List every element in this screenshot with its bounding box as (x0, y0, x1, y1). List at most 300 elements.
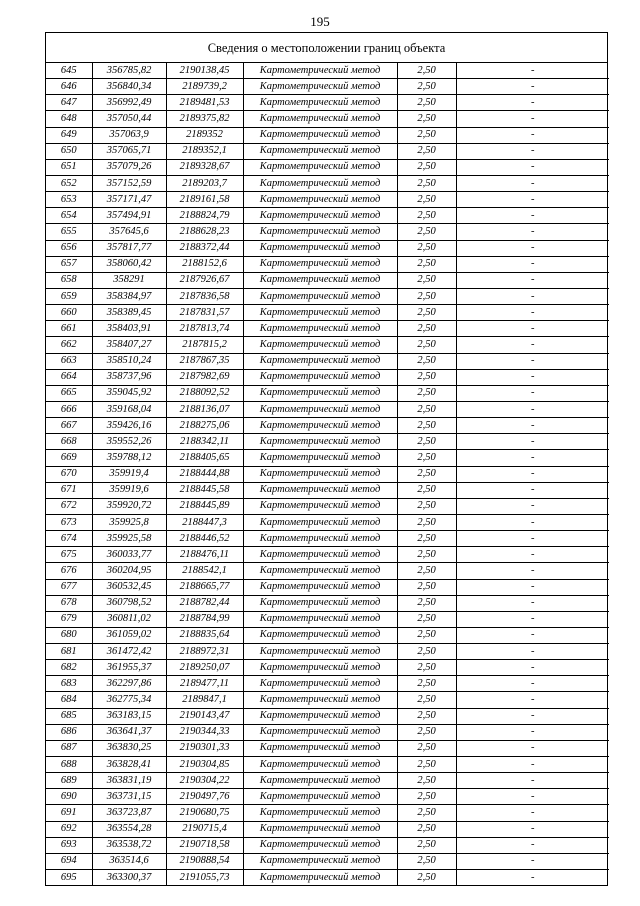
method-cell: Картометрический метод (243, 676, 397, 692)
table-row (46, 224, 609, 240)
table-row (46, 111, 609, 127)
table-row (46, 305, 609, 321)
y-coordinate-cell: 2190888,54 (166, 853, 243, 869)
y-coordinate-cell: 2188092,52 (166, 385, 243, 401)
point-number-cell: 648 (46, 111, 92, 127)
page-number: 195 (310, 14, 330, 29)
note-cell: - (456, 498, 609, 514)
accuracy-cell: 2,50 (397, 531, 456, 547)
y-coordinate-cell: 2190304,85 (166, 757, 243, 773)
note-cell: - (456, 450, 609, 466)
point-number-cell: 675 (46, 547, 92, 563)
method-cell: Картометрический метод (243, 63, 397, 79)
table-row (46, 256, 609, 272)
y-coordinate-cell: 2188835,64 (166, 627, 243, 643)
note-cell: - (456, 837, 609, 853)
method-cell: Картометрический метод (243, 401, 397, 417)
point-number-cell: 655 (46, 224, 92, 240)
method-cell: Картометрический метод (243, 789, 397, 805)
x-coordinate-cell: 358403,91 (92, 321, 166, 337)
note-cell: - (456, 611, 609, 627)
accuracy-cell: 2,50 (397, 256, 456, 272)
x-coordinate-cell: 362297,86 (92, 676, 166, 692)
x-coordinate-cell: 359919,4 (92, 466, 166, 482)
method-cell: Картометрический метод (243, 369, 397, 385)
method-cell: Картометрический метод (243, 563, 397, 579)
x-coordinate-cell: 359426,16 (92, 418, 166, 434)
y-coordinate-cell: 2188275,06 (166, 418, 243, 434)
y-coordinate-cell: 2188628,23 (166, 224, 243, 240)
table-row (46, 870, 609, 886)
x-coordinate-cell: 359920,72 (92, 498, 166, 514)
method-cell: Картометрический метод (243, 111, 397, 127)
point-number-cell: 672 (46, 498, 92, 514)
point-number-cell: 666 (46, 401, 92, 417)
point-number-cell: 679 (46, 611, 92, 627)
table-row (46, 595, 609, 611)
accuracy-cell: 2,50 (397, 79, 456, 95)
y-coordinate-cell: 2188784,99 (166, 611, 243, 627)
accuracy-cell: 2,50 (397, 595, 456, 611)
accuracy-cell: 2,50 (397, 369, 456, 385)
x-coordinate-cell: 361955,37 (92, 660, 166, 676)
point-number-cell: 657 (46, 256, 92, 272)
method-cell: Картометрический метод (243, 514, 397, 530)
y-coordinate-cell: 2188445,89 (166, 498, 243, 514)
y-coordinate-cell: 2190718,58 (166, 837, 243, 853)
accuracy-cell: 2,50 (397, 224, 456, 240)
y-coordinate-cell: 2188342,11 (166, 434, 243, 450)
point-number-cell: 658 (46, 272, 92, 288)
method-cell: Картометрический метод (243, 450, 397, 466)
table-row (46, 450, 609, 466)
accuracy-cell: 2,50 (397, 434, 456, 450)
y-coordinate-cell: 2187867,35 (166, 353, 243, 369)
method-cell: Картометрический метод (243, 837, 397, 853)
accuracy-cell: 2,50 (397, 547, 456, 563)
y-coordinate-cell: 2189739,2 (166, 79, 243, 95)
y-coordinate-cell: 2189477,11 (166, 676, 243, 692)
note-cell: - (456, 805, 609, 821)
note-cell: - (456, 240, 609, 256)
method-cell: Картометрический метод (243, 627, 397, 643)
y-coordinate-cell: 2190497,76 (166, 789, 243, 805)
accuracy-cell: 2,50 (397, 353, 456, 369)
coordinates-table-body (46, 63, 609, 885)
method-cell: Картометрический метод (243, 79, 397, 95)
x-coordinate-cell: 363538,72 (92, 837, 166, 853)
table-row (46, 143, 609, 159)
point-number-cell: 674 (46, 531, 92, 547)
table-row (46, 660, 609, 676)
accuracy-cell: 2,50 (397, 724, 456, 740)
accuracy-cell: 2,50 (397, 611, 456, 627)
method-cell: Картометрический метод (243, 805, 397, 821)
table-row (46, 789, 609, 805)
point-number-cell: 673 (46, 514, 92, 530)
note-cell: - (456, 208, 609, 224)
point-number-cell: 693 (46, 837, 92, 853)
note-cell: - (456, 757, 609, 773)
table-row (46, 692, 609, 708)
y-coordinate-cell: 2188542,1 (166, 563, 243, 579)
accuracy-cell: 2,50 (397, 288, 456, 304)
point-number-cell: 692 (46, 821, 92, 837)
x-coordinate-cell: 358737,96 (92, 369, 166, 385)
note-cell: - (456, 595, 609, 611)
point-number-cell: 669 (46, 450, 92, 466)
method-cell: Картометрический метод (243, 321, 397, 337)
note-cell: - (456, 369, 609, 385)
method-cell: Картометрический метод (243, 660, 397, 676)
accuracy-cell: 2,50 (397, 401, 456, 417)
x-coordinate-cell: 358407,27 (92, 337, 166, 353)
point-number-cell: 694 (46, 853, 92, 869)
method-cell: Картометрический метод (243, 288, 397, 304)
table-row (46, 821, 609, 837)
method-cell: Картометрический метод (243, 853, 397, 869)
point-number-cell: 677 (46, 579, 92, 595)
y-coordinate-cell: 2189203,7 (166, 175, 243, 191)
x-coordinate-cell: 363641,37 (92, 724, 166, 740)
point-number-cell: 653 (46, 192, 92, 208)
x-coordinate-cell: 359925,58 (92, 531, 166, 547)
accuracy-cell: 2,50 (397, 305, 456, 321)
point-number-cell: 651 (46, 159, 92, 175)
table-row (46, 192, 609, 208)
table-row (46, 401, 609, 417)
method-cell: Картометрический метод (243, 175, 397, 191)
y-coordinate-cell: 2188405,65 (166, 450, 243, 466)
table-row (46, 482, 609, 498)
method-cell: Картометрический метод (243, 708, 397, 724)
table-row (46, 805, 609, 821)
accuracy-cell: 2,50 (397, 95, 456, 111)
point-number-cell: 671 (46, 482, 92, 498)
table-row (46, 740, 609, 756)
method-cell: Картометрический метод (243, 773, 397, 789)
accuracy-cell: 2,50 (397, 514, 456, 530)
accuracy-cell: 2,50 (397, 418, 456, 434)
note-cell: - (456, 644, 609, 660)
note-cell: - (456, 482, 609, 498)
y-coordinate-cell: 2189375,82 (166, 111, 243, 127)
x-coordinate-cell: 357063,9 (92, 127, 166, 143)
method-cell: Картометрический метод (243, 579, 397, 595)
x-coordinate-cell: 358291 (92, 272, 166, 288)
point-number-cell: 680 (46, 627, 92, 643)
method-cell: Картометрический метод (243, 272, 397, 288)
table-row (46, 159, 609, 175)
accuracy-cell: 2,50 (397, 175, 456, 191)
note-cell: - (456, 353, 609, 369)
note-cell: - (456, 418, 609, 434)
note-cell: - (456, 789, 609, 805)
accuracy-cell: 2,50 (397, 159, 456, 175)
method-cell: Картометрический метод (243, 95, 397, 111)
accuracy-cell: 2,50 (397, 321, 456, 337)
x-coordinate-cell: 357171,47 (92, 192, 166, 208)
x-coordinate-cell: 357817,77 (92, 240, 166, 256)
note-cell: - (531, 871, 535, 883)
method-cell: Картометрический метод (243, 434, 397, 450)
y-coordinate-cell: 2189328,67 (166, 159, 243, 175)
point-number-cell: 688 (46, 757, 92, 773)
x-coordinate-cell: 361059,02 (92, 627, 166, 643)
x-coordinate-cell: 357079,26 (92, 159, 166, 175)
accuracy-cell: 2,50 (397, 789, 456, 805)
note-cell: - (456, 95, 609, 111)
accuracy-cell: 2,50 (397, 192, 456, 208)
method-cell: Картометрический метод (243, 240, 397, 256)
accuracy-cell: 2,50 (397, 627, 456, 643)
accuracy-cell: 2,50 (397, 385, 456, 401)
table-row (46, 466, 609, 482)
note-cell: - (456, 563, 609, 579)
y-coordinate-cell: 2187813,74 (166, 321, 243, 337)
method-cell: Картометрический метод (243, 224, 397, 240)
x-coordinate-cell: 357152,59 (92, 175, 166, 191)
method-cell: Картометрический метод (243, 740, 397, 756)
method-cell: Картометрический метод (243, 192, 397, 208)
x-coordinate-cell: 359788,12 (92, 450, 166, 466)
accuracy-cell: 2,50 (397, 740, 456, 756)
method-cell: Картометрический метод (243, 418, 397, 434)
method-cell: Картометрический метод (243, 208, 397, 224)
x-coordinate-cell: 356992,49 (92, 95, 166, 111)
note-cell: - (456, 579, 609, 595)
note-cell: - (456, 321, 609, 337)
table-row (46, 547, 609, 563)
note-cell: - (456, 192, 609, 208)
accuracy-cell: 2,50 (397, 208, 456, 224)
accuracy-cell: 2,50 (397, 563, 456, 579)
table-row (46, 353, 609, 369)
note-cell: - (456, 627, 609, 643)
point-number-cell: 678 (46, 595, 92, 611)
accuracy-cell: 2,50 (397, 579, 456, 595)
note-cell: - (456, 531, 609, 547)
method-cell: Картометрический метод (243, 143, 397, 159)
x-coordinate-cell: 358384,97 (92, 288, 166, 304)
x-coordinate-cell: 357494,91 (92, 208, 166, 224)
accuracy-cell: 2,50 (397, 821, 456, 837)
y-coordinate-cell: 2188446,52 (166, 531, 243, 547)
table-row (46, 757, 609, 773)
coordinates-sheet (45, 32, 608, 886)
note-cell: - (456, 547, 609, 563)
point-number-cell: 670 (46, 466, 92, 482)
method-cell: Картометрический метод (243, 724, 397, 740)
accuracy-cell: 2,50 (397, 757, 456, 773)
note-cell: - (456, 175, 609, 191)
note-cell: - (456, 821, 609, 837)
table-row (46, 272, 609, 288)
accuracy-cell: 2,50 (397, 773, 456, 789)
y-coordinate-cell: 2189352 (166, 127, 243, 143)
point-number-cell: 681 (46, 644, 92, 660)
accuracy-cell: 2,50 (397, 337, 456, 353)
point-number-cell: 695 (46, 870, 92, 886)
note-cell: - (456, 773, 609, 789)
method-cell: Картометрический метод (243, 159, 397, 175)
table-row (46, 627, 609, 643)
y-coordinate-cell: 2188782,44 (166, 595, 243, 611)
accuracy-cell: 2,50 (397, 692, 456, 708)
x-coordinate-cell: 363723,87 (92, 805, 166, 821)
y-coordinate-cell: 2190143,47 (166, 708, 243, 724)
method-cell: Картометрический метод (243, 547, 397, 563)
method-cell: Картометрический метод (243, 611, 397, 627)
x-coordinate-cell: 361472,42 (92, 644, 166, 660)
note-cell: - (456, 305, 609, 321)
x-coordinate-cell: 357065,71 (92, 143, 166, 159)
note-cell: - (456, 256, 609, 272)
point-number-cell: 689 (46, 773, 92, 789)
table-row (46, 579, 609, 595)
y-coordinate-cell: 2187831,57 (166, 305, 243, 321)
table-row (46, 724, 609, 740)
point-number-cell: 647 (46, 95, 92, 111)
method-cell: Картометрический метод (243, 821, 397, 837)
x-coordinate-cell: 359045,92 (92, 385, 166, 401)
note-cell: - (456, 708, 609, 724)
accuracy-cell: 2,50 (397, 111, 456, 127)
table-row (46, 175, 609, 191)
x-coordinate-cell: 362775,34 (92, 692, 166, 708)
x-coordinate-cell: 358510,24 (92, 353, 166, 369)
note-cell: - (456, 724, 609, 740)
note-cell: - (456, 337, 609, 353)
accuracy-cell: 2,50 (397, 853, 456, 869)
accuracy-cell: 2,50 (397, 676, 456, 692)
note-cell: - (456, 853, 609, 869)
coordinates-table (46, 63, 609, 885)
table-row (46, 708, 609, 724)
y-coordinate-cell: 2190680,75 (166, 805, 243, 821)
method-cell: Картометрический метод (243, 498, 397, 514)
x-coordinate-cell: 358389,45 (92, 305, 166, 321)
accuracy-cell: 2,50 (397, 805, 456, 821)
point-number-cell: 664 (46, 369, 92, 385)
y-coordinate-cell: 2189352,1 (166, 143, 243, 159)
accuracy-cell: 2,50 (397, 63, 456, 79)
point-number-cell: 646 (46, 79, 92, 95)
note-cell: - (456, 159, 609, 175)
table-row (46, 837, 609, 853)
y-coordinate-cell: 2187982,69 (166, 369, 243, 385)
accuracy-cell: 2,50 (397, 450, 456, 466)
table-row (46, 337, 609, 353)
method-cell: Картометрический метод (243, 127, 397, 143)
x-coordinate-cell: 360204,95 (92, 563, 166, 579)
x-coordinate-cell: 359919,6 (92, 482, 166, 498)
point-number-cell: 682 (46, 660, 92, 676)
point-number-cell: 686 (46, 724, 92, 740)
accuracy-cell: 2,50 (397, 240, 456, 256)
y-coordinate-cell: 2187926,67 (166, 272, 243, 288)
x-coordinate-cell: 360811,02 (92, 611, 166, 627)
point-number-cell: 650 (46, 143, 92, 159)
y-coordinate-cell: 2191055,73 (166, 870, 243, 886)
x-coordinate-cell: 363514,6 (92, 853, 166, 869)
note-cell: - (456, 466, 609, 482)
x-coordinate-cell: 363554,28 (92, 821, 166, 837)
method-cell: Картометрический метод (243, 353, 397, 369)
point-number-cell: 652 (46, 175, 92, 191)
x-coordinate-cell: 360033,77 (92, 547, 166, 563)
y-coordinate-cell: 2188444,88 (166, 466, 243, 482)
y-coordinate-cell: 2188824,79 (166, 208, 243, 224)
accuracy-cell: 2,50 (397, 466, 456, 482)
point-number-cell: 691 (46, 805, 92, 821)
section-title: Сведения о местоположении границ объекта (46, 33, 607, 63)
point-number-cell: 662 (46, 337, 92, 353)
y-coordinate-cell: 2188445,58 (166, 482, 243, 498)
x-coordinate-cell: 359552,26 (92, 434, 166, 450)
point-number-cell: 660 (46, 305, 92, 321)
x-coordinate-cell: 359168,04 (92, 401, 166, 417)
y-coordinate-cell: 2188136,07 (166, 401, 243, 417)
note-cell: - (456, 692, 609, 708)
method-cell: Картометрический метод (243, 595, 397, 611)
table-row (46, 563, 609, 579)
y-coordinate-cell: 2189847,1 (166, 692, 243, 708)
x-coordinate-cell: 363828,41 (92, 757, 166, 773)
note-cell: - (456, 385, 609, 401)
note-cell: - (456, 79, 609, 95)
x-coordinate-cell: 359925,8 (92, 514, 166, 530)
accuracy-cell: 2,50 (397, 660, 456, 676)
method-cell: Картометрический метод (243, 870, 397, 886)
point-number-cell: 676 (46, 563, 92, 579)
x-coordinate-cell: 363830,25 (92, 740, 166, 756)
note-cell: - (456, 111, 609, 127)
table-row (46, 385, 609, 401)
table-row (46, 853, 609, 869)
note-cell: - (456, 401, 609, 417)
method-cell: Картометрический метод (243, 482, 397, 498)
accuracy-cell: 2,50 (397, 482, 456, 498)
point-number-cell: 668 (46, 434, 92, 450)
x-coordinate-cell: 363183,15 (92, 708, 166, 724)
accuracy-cell: 2,50 (397, 870, 456, 886)
point-number-cell: 663 (46, 353, 92, 369)
y-coordinate-cell: 2187815,2 (166, 337, 243, 353)
table-row (46, 63, 609, 79)
point-number-cell: 685 (46, 708, 92, 724)
x-coordinate-cell: 363831,19 (92, 773, 166, 789)
method-cell: Картометрический метод (243, 337, 397, 353)
note-cell: - (456, 676, 609, 692)
table-row (46, 676, 609, 692)
y-coordinate-cell: 2188476,11 (166, 547, 243, 563)
table-row (46, 288, 609, 304)
method-cell: Картометрический метод (243, 531, 397, 547)
note-cell: - (456, 143, 609, 159)
note-cell: - (456, 514, 609, 530)
point-number-cell: 667 (46, 418, 92, 434)
method-cell: Картометрический метод (243, 256, 397, 272)
y-coordinate-cell: 2187836,58 (166, 288, 243, 304)
note-cell: - (456, 63, 609, 79)
table-row (46, 127, 609, 143)
point-number-cell: 665 (46, 385, 92, 401)
y-coordinate-cell: 2188972,31 (166, 644, 243, 660)
point-number-cell: 683 (46, 676, 92, 692)
y-coordinate-cell: 2190344,33 (166, 724, 243, 740)
x-coordinate-cell: 356840,34 (92, 79, 166, 95)
